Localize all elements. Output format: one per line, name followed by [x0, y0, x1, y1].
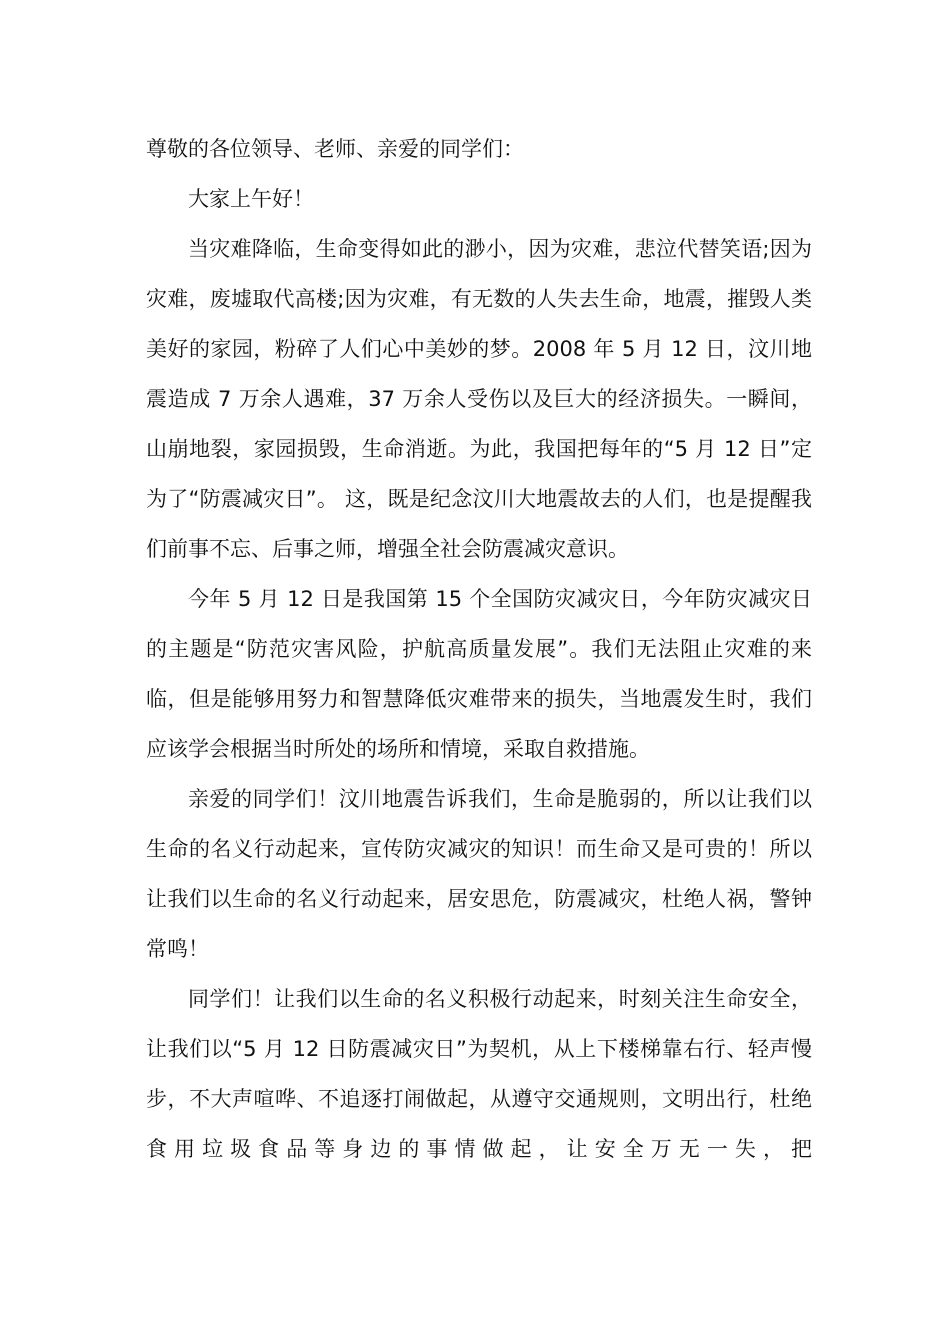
disaster-day-paragraph: 今年 5 月 12 日是我国第 15 个全国防灾减灾日，今年防灾减灾日的主题是“防范灾害风险，护航高质量发展”。我们无法阻止灾难的来临，但是能够用努力和智慧降低灾难带来的损失，当地震发生时，我们应该学会根据当时所处的场所和情境，采取自救措施。: [146, 587, 812, 761]
salutation: 尊敬的各位领导、老师、亲爱的同学们：: [146, 137, 524, 161]
greeting-paragraph: 大家上午好！: [188, 187, 314, 211]
life-paragraph: 亲爱的同学们！汶川地震告诉我们，生命是脆弱的，所以让我们以生命的名义行动起来，宣传防灾减灾的知识！而生命又是可贵的！所以让我们以生命的名义行动起来，居安思危，防震减灾，杜绝人祸，警钟常鸣！: [146, 787, 812, 961]
speech-body: [146, 124, 812, 1174]
wenchuan-paragraph: 当灾难降临，生命变得如此的渺小，因为灾难，悲泣代替笑语;因为灾难，废墟取代高楼;因为灾难，有无数的人失去生命，地震，摧毁人类美好的家园，粉碎了人们心中美妙的梦。2008 年 5 月 12 日，汶川地震造成 7 万余人遇难，37 万余人受伤以及巨大的经济损失。一瞬间，山崩地裂，家园损毁，生命消逝。为此，我国把每年的“5 月 12 日”定为了“防震减灾日”。 这，既是纪念汶川大地震故去的人们，也是提醒我们前事不忘、后事之师，增强全社会防震减灾意识。: [146, 237, 812, 561]
action-paragraph: 同学们！让我们以生命的名义积极行动起来，时刻关注生命安全， 让我们以“5 月 12 日防震减灾日”为契机，从上下楼梯靠右行、轻声慢步，不大声喧哗、不追逐打闹做起，从遵守交通规则，文明出行，杜绝食用垃圾食品等身边的事情做起，让安全万无一失，把: [146, 987, 812, 1161]
